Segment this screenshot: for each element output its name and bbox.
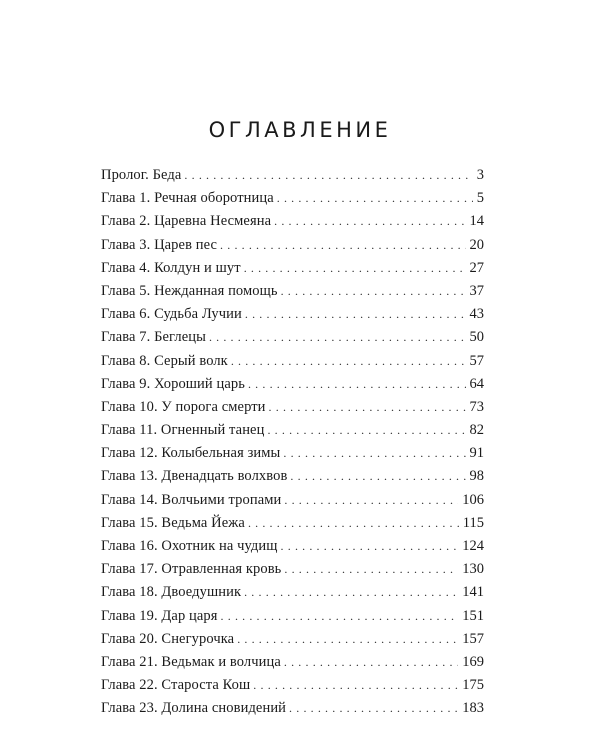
toc-entry [101,303,484,326]
toc-entry-page-number: 5 [476,190,484,207]
dot-leader [283,442,465,465]
toc-entry-page-number: 3 [476,167,484,183]
toc-entry-page-number: 106 [462,491,484,508]
toc-entry-title: Глава 16. Охотник на чудищ [101,538,278,554]
toc-entry [101,234,484,257]
toc-entry-title: Глава 3. Царев пес [101,236,218,253]
toc-entry [101,396,484,419]
dot-leader [277,187,473,210]
toc-entry-title: Глава 14. Волчьими тропами [101,491,282,508]
toc-entry-title: Глава 21. Ведьмак и волчица [101,653,281,670]
toc-entry [101,465,484,488]
toc-entry-title: Глава 12. Колыбельная зимы [101,445,281,462]
dot-leader [248,512,459,535]
toc-entry-title: Глава 7. Беглецы [101,329,206,346]
toc-entry [101,187,484,210]
toc-entry [101,605,484,628]
toc-entry-page-number: 27 [469,259,484,276]
dot-leader [220,234,465,257]
toc-entry-title: Глава 11. Огненный танец [101,422,265,439]
dot-leader [237,628,458,651]
dot-leader [281,535,459,558]
toc-entry-page-number: 57 [469,352,484,369]
dot-leader [284,489,458,512]
dot-leader [244,581,458,604]
toc-entry-title: Глава 17. Отравленная кровь [101,561,282,578]
toc-entry-page-number: 64 [469,375,484,392]
dot-leader [184,164,472,187]
toc-entry-page-number: 37 [469,282,484,299]
dot-leader [284,651,458,674]
dot-leader [253,674,458,697]
dot-leader [244,257,466,280]
toc-entry-page-number: 157 [462,630,484,647]
toc-entry [101,697,484,720]
toc-entry-page-number: 43 [469,306,484,323]
toc-entry-title: Глава 1. Речная оборотница [101,190,274,207]
toc-entry-page-number: 115 [462,514,484,531]
toc-entry-title: Глава 20. Снегурочка [101,630,235,647]
toc-list [101,164,484,721]
toc-entry [101,419,484,442]
toc-entry-page-number: 124 [462,538,484,554]
toc-entry-title: Глава 19. Дар царя [101,607,218,624]
dot-leader [289,697,458,720]
toc-entry-page-number: 14 [469,213,484,230]
toc-entry [101,581,484,604]
toc-entry [101,257,484,280]
toc-entry-title: Глава 15. Ведьма Йежа [101,514,245,531]
toc-entry [101,164,484,187]
dot-leader [231,350,466,373]
toc-entry-title: Глава 4. Колдун и шут [101,259,241,276]
toc-entry-title: Глава 9. Хороший царь [101,375,245,392]
toc-entry [101,280,484,303]
toc-entry-page-number: 91 [469,445,484,462]
toc-entry-page-number: 151 [462,607,484,624]
dot-leader [284,558,458,581]
toc-entry-title: Глава 23. Долина сновидений [101,700,287,717]
toc-entry [101,674,484,697]
toc-entry-title: Глава 10. У порога смерти [101,398,266,415]
toc-entry-title: Глава 5. Нежданная помощь [101,282,278,299]
toc-entry [101,442,484,465]
dot-leader [267,419,465,442]
toc-entry-title: Пролог. Беда [101,167,182,183]
dot-leader [274,210,465,233]
dot-leader [221,605,459,628]
toc-entry-title: Глава 6. Судьба Лучии [101,306,242,323]
toc-entry [101,350,484,373]
toc-entry [101,558,484,581]
toc-entry [101,373,484,396]
dot-leader [245,303,466,326]
toc-entry [101,512,484,535]
toc-entry-page-number: 130 [462,561,484,578]
toc-entry-page-number: 169 [462,653,484,670]
toc-entry-page-number: 141 [462,584,484,601]
toc-entry-page-number: 50 [469,329,484,346]
dot-leader [248,373,466,396]
toc-entry-title: Глава 22. Староста Кош [101,677,251,694]
toc-entry-title: Глава 13. Двенадцать волхвов [101,468,288,485]
toc-entry [101,651,484,674]
toc-entry-page-number: 82 [469,422,484,439]
toc-entry-page-number: 175 [462,677,484,694]
toc-entry [101,489,484,512]
toc-entry [101,535,484,558]
toc-entry-title: Глава 18. Двоедушник [101,584,242,601]
toc-entry-page-number: 20 [469,236,484,253]
toc-entry [101,210,484,233]
toc-entry-page-number: 98 [469,468,484,485]
toc-entry-title: Глава 2. Царевна Несмеяна [101,213,272,230]
toc-entry-page-number: 73 [469,398,484,415]
toc-entry-page-number: 183 [462,700,484,717]
toc-title: ОГЛАВЛЕНИЕ [208,118,392,142]
dot-leader [281,280,466,303]
dot-leader [269,396,466,419]
toc-entry-title: Глава 8. Серый волк [101,352,228,369]
toc-entry [101,628,484,651]
dot-leader [290,465,465,488]
dot-leader [209,326,466,349]
toc-entry [101,326,484,349]
